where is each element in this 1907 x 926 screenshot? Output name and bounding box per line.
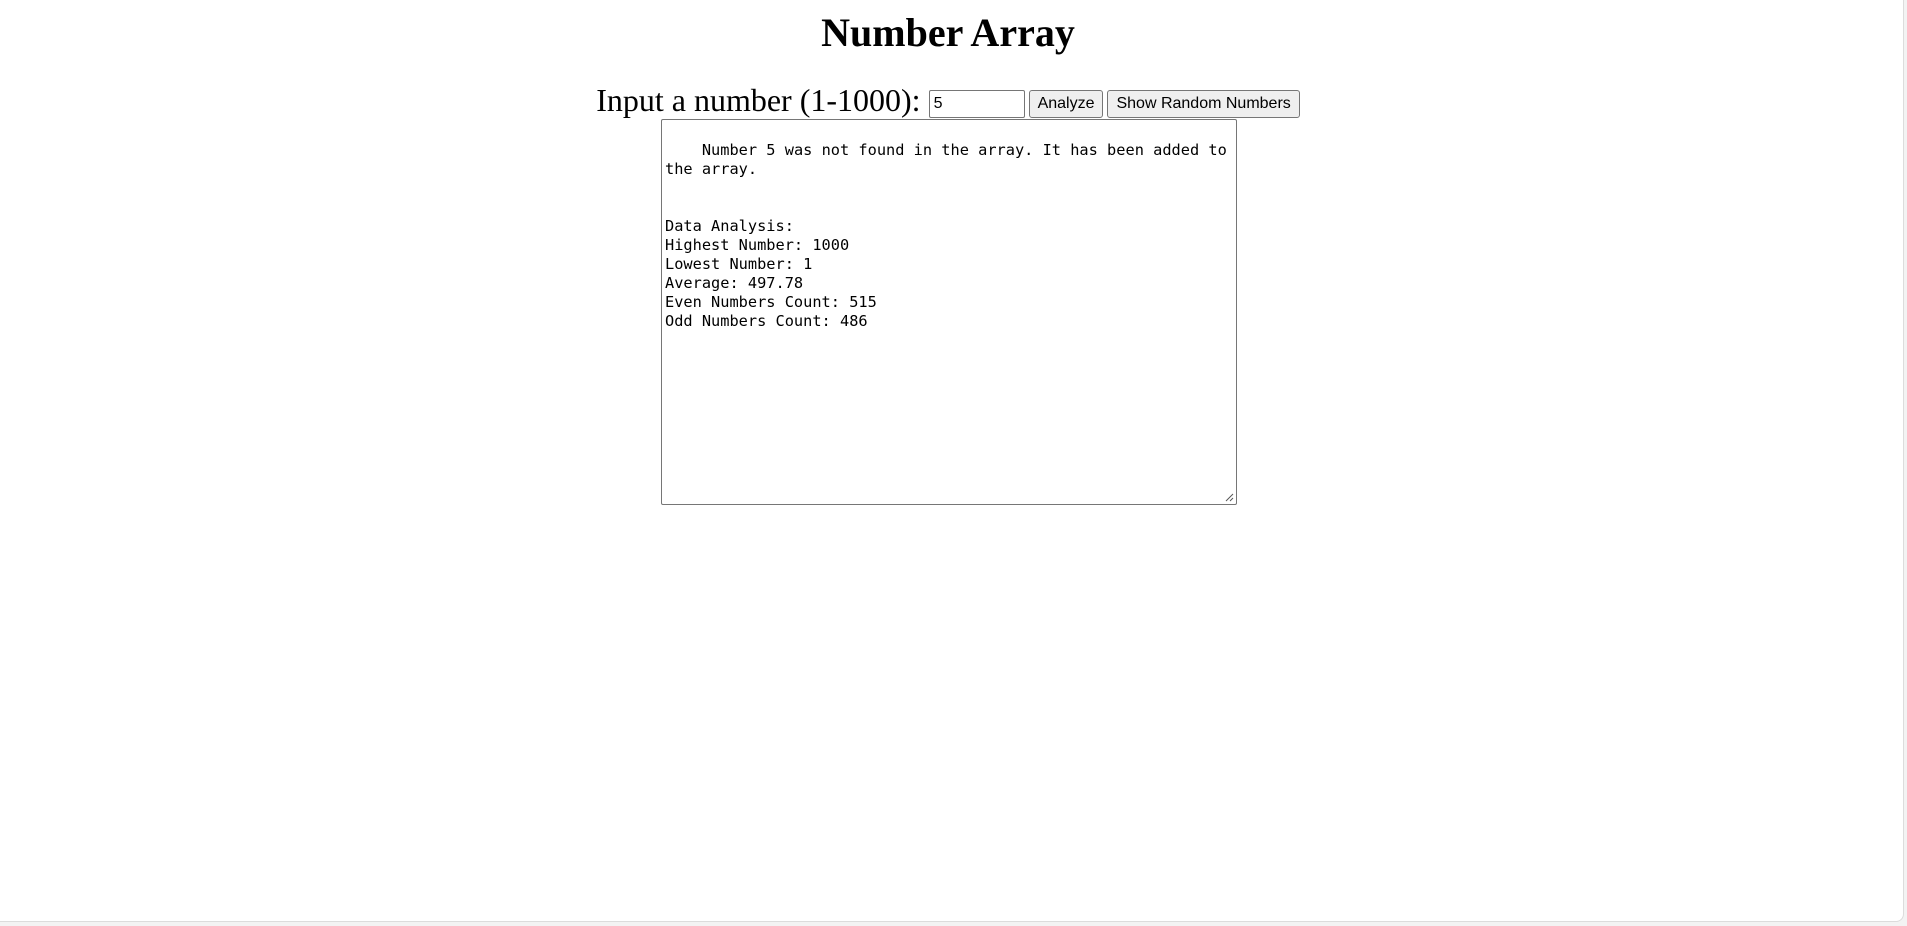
number-prompt-label: Input a number (1-1000): [596, 82, 921, 118]
output-textarea[interactable] [661, 119, 1237, 505]
show-random-numbers-button[interactable]: Show Random Numbers [1107, 90, 1299, 118]
analyze-button[interactable]: Analyze [1029, 90, 1104, 118]
page-title: Number Array [821, 10, 1075, 55]
resize-grip-icon[interactable] [1225, 493, 1234, 502]
output-text: Number 5 was not found in the array. It has been added to the array. Data Analysis: Highest Number: 1000 Lowest Number: 1 Average: 497.78 Even Numbers Count: 515 Odd Numbers Count: 486 [665, 141, 1227, 330]
input-row [0, 81, 1896, 119]
number-input[interactable] [929, 90, 1025, 118]
